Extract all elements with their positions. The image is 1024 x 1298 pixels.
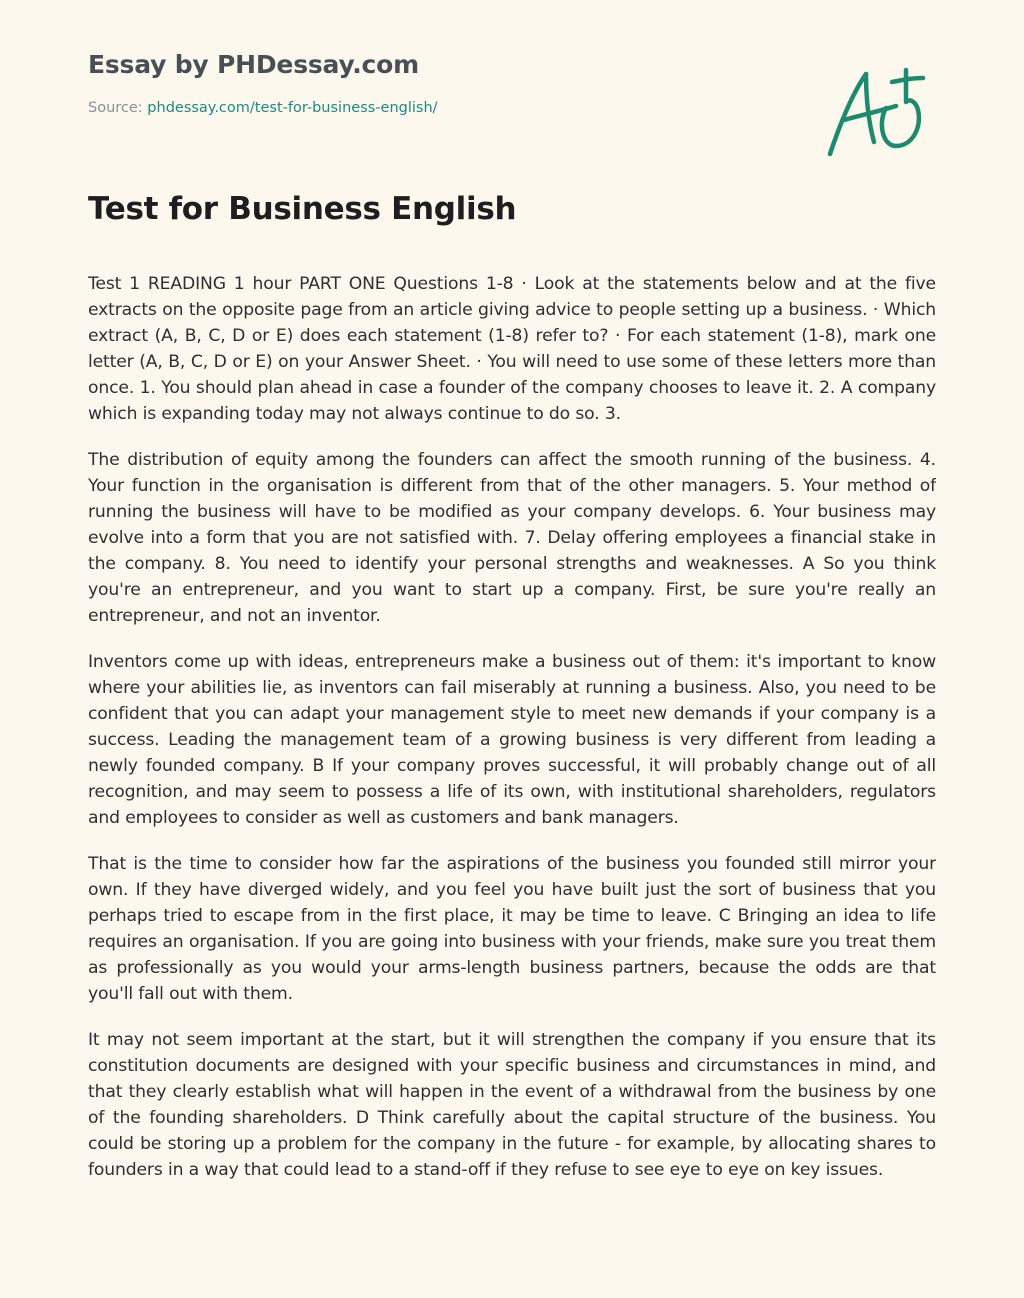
paragraph: That is the time to consider how far the aspirations of the business you founded still mirror your own. If they have diverged widely, and you feel you have built just the sort of business that you perhaps tried to escape from in the first place, it may be time to leave. C Bringing an idea to life requires an organisation. If you are going into business with your friends, make sure you treat them as professionally as you would your arms-length business partners, because the odds are that you'll fall out with them. xyxy=(88,854,936,1004)
paragraph: The distribution of equity among the founders can affect the smooth running of the business. 4. Your function in the organisation is different from that of the other managers. 5. Your method of running the business will have to be modified as your company develops. 6. Your business may evolve into a form that you are not satisfied with. 7. Delay offering employees a financial stake in the company. 8. You need to identify your personal strengths and weaknesses. A So you think you're an entrepreneur, and you want to start up a company. First, be sure you're really an entrepreneur, and not an inventor. xyxy=(88,450,936,626)
paragraph: Test 1 READING 1 hour PART ONE Questions 1-8 · Look at the statements below and at the five extracts on the opposite page from an article giving advice to people setting up a business. · Which extract (A, B, C, D or E) does each statement (1-8) refer to? · For each statement (1-8), mark one letter (A, B, C, D or E) on your Answer Sheet. · You will need to use some of these letters more than once. 1. You should plan ahead in case a founder of the company chooses to leave it. 2. A company which is expanding today may not always continue to do so. 3. xyxy=(88,274,936,424)
essay-body xyxy=(88,271,936,1248)
a-plus-grade-icon xyxy=(820,62,930,162)
source-label: Source: xyxy=(88,100,143,116)
source-line xyxy=(88,100,438,116)
paragraph: It may not seem important at the start, but it will strengthen the company if you ensure that its constitution documents are designed with your specific business and circumstances in mind, and that they clearly establish what will happen in the event of a withdrawal from the business by one of the founding shareholders. D Think carefully about the capital structure of the business. You could be storing up a problem for the company in the future - for example, by allocating shares to founders in a way that could lead to a stand-off if they refuse to see eye to eye on key issues. xyxy=(88,1030,936,1180)
site-title: Essay by PHDessay.com xyxy=(88,50,419,79)
document-title: Test for Business English xyxy=(88,191,517,227)
source-link[interactable]: phdessay.com/test-for-business-english/ xyxy=(147,100,438,116)
paragraph: Inventors come up with ideas, entrepreneurs make a business out of them: it's important to know where your abilities lie, as inventors can fail miserably at running a business. Also, you need to be confident that you can adapt your management style to meet new demands if your company is a success. Leading the management team of a growing business is very different from leading a newly founded company. B If your company proves successful, it will probably change out of all recognition, and may seem to possess a life of its own, with institutional shareholders, regulators and employees to consider as well as customers and bank managers. xyxy=(88,652,936,828)
